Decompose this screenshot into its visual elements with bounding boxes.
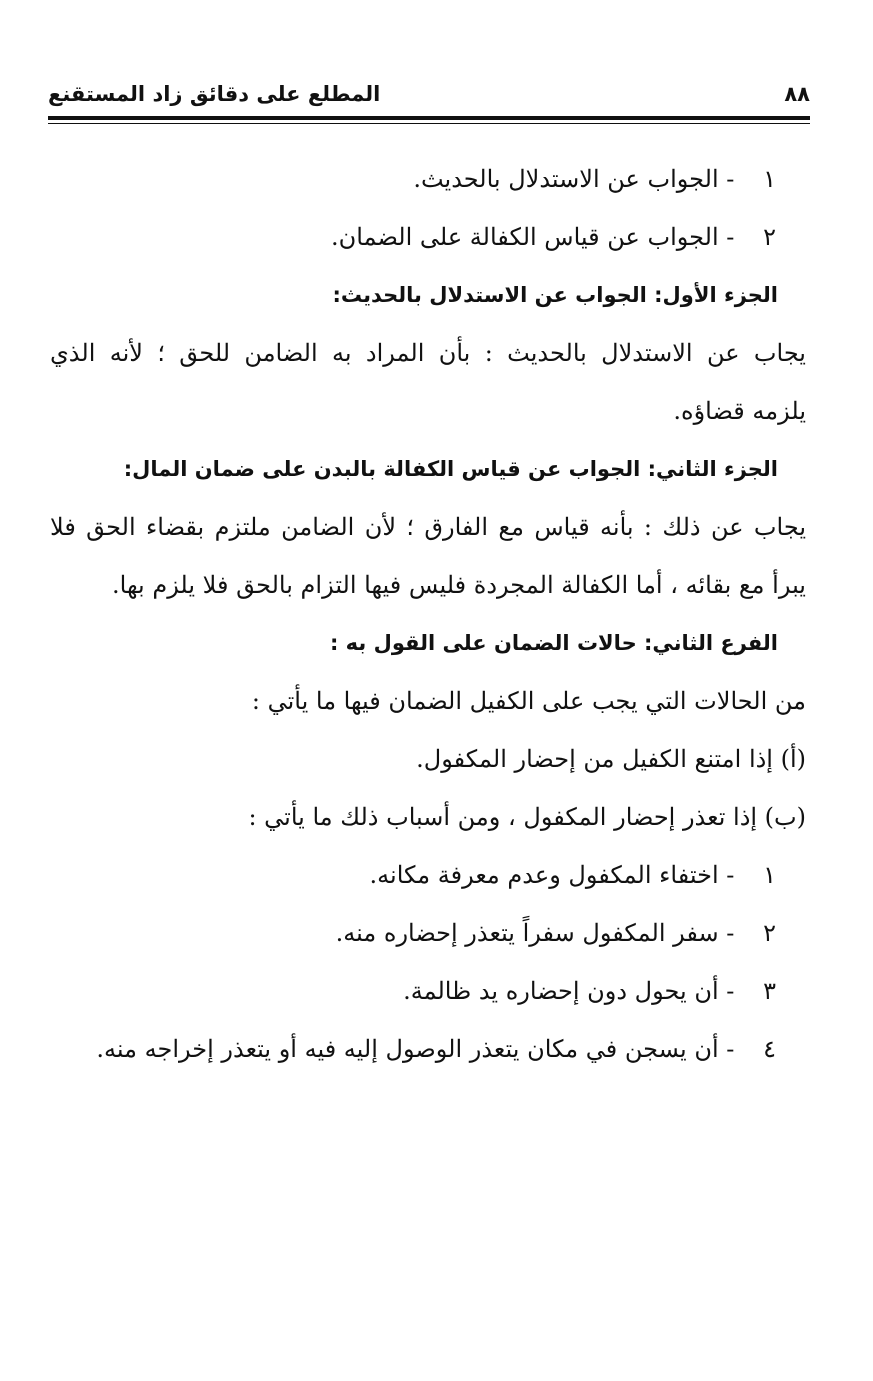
item-number: ١ [763, 165, 776, 193]
paragraph-line: من الحالات التي يجب على الكفيل الضمان فيها ما يأتي : [251, 687, 806, 715]
page-header [48, 78, 810, 110]
item-number: ١ [763, 861, 776, 889]
item-text: - الجواب عن الاستدلال بالحديث. [413, 165, 735, 193]
paragraph-line: يجاب عن ذلك : بأنه قياس مع الفارق ؛ لأن الضامن ملتزم بقضاء الحق فلا [50, 513, 806, 541]
item-number: ٢ [763, 223, 776, 251]
numbered-item [50, 208, 778, 266]
numbered-item [50, 846, 778, 904]
item-number: ٣ [763, 977, 776, 1005]
section-heading-part-two: الجزء الثاني: الجواب عن قياس الكفالة بالبدن على ضمان المال: [123, 457, 778, 481]
numbered-item [50, 962, 778, 1020]
lettered-item: (أ) إذا امتنع الكفيل من إحضار المكفول. [416, 745, 806, 773]
header-rule-thin [48, 123, 810, 124]
paragraph-line: يبرأ مع بقائه ، أما الكفالة المجردة فليس فيها التزام بالحق فلا يلزم بها. [112, 571, 806, 599]
item-number: ٤ [763, 1035, 776, 1063]
item-text: - أن يسجن في مكان يتعذر الوصول إليه فيه أو يتعذر إخراجه منه. [96, 1035, 735, 1063]
numbered-item [50, 150, 778, 208]
item-text: - سفر المكفول سفراً يتعذر إحضاره منه. [335, 919, 735, 947]
item-number: ٢ [763, 919, 776, 947]
numbered-item [50, 904, 778, 962]
paragraph-line: يلزمه قضاؤه. [673, 397, 806, 425]
item-text: - اختفاء المكفول وعدم معرفة مكانه. [369, 861, 735, 889]
numbered-item [50, 1020, 778, 1078]
header-rule-thick [48, 116, 810, 120]
running-title: المطلع على دقائق زاد المستقنع [48, 82, 381, 106]
lettered-item: (ب) إذا تعذر إحضار المكفول ، ومن أسباب ذلك ما يأتي : [248, 803, 806, 831]
item-text: - الجواب عن قياس الكفالة على الضمان. [331, 223, 735, 251]
item-text: - أن يحول دون إحضاره يد ظالمة. [403, 977, 735, 1005]
branch-heading: الفرع الثاني: حالات الضمان على القول به : [329, 631, 778, 655]
section-heading-part-one: الجزء الأول: الجواب عن الاستدلال بالحديث: [332, 283, 778, 307]
page-number: ٨٨ [784, 82, 810, 106]
paragraph-line: يجاب عن الاستدلال بالحديث : بأن المراد به الضامن للحق ؛ لأنه الذي [50, 339, 806, 367]
page-body [50, 150, 806, 1078]
